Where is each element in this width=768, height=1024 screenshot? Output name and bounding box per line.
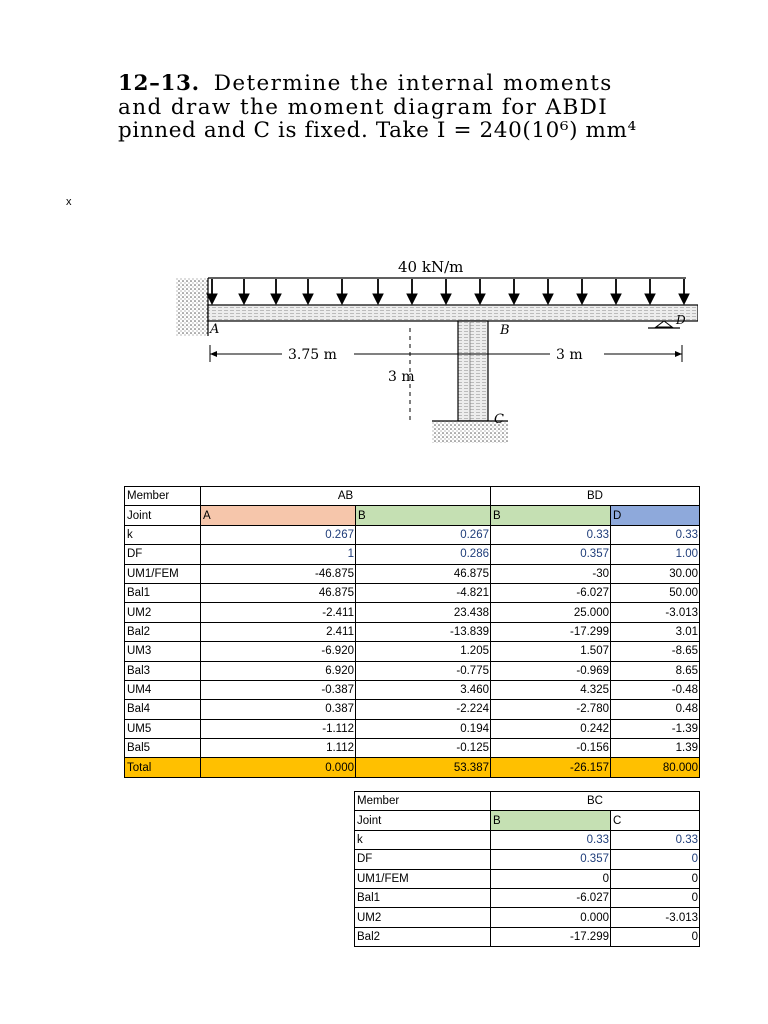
table-cell: 53.387 xyxy=(356,758,491,777)
table-cell: -3.013 xyxy=(611,908,700,927)
table-cell: -1.39 xyxy=(611,719,700,738)
load-arrow xyxy=(407,279,417,304)
row-label: Bal1 xyxy=(125,583,201,602)
table-cell: 1.205 xyxy=(356,642,491,661)
moment-distribution-table-bc xyxy=(354,791,700,947)
load-arrow xyxy=(543,279,553,304)
dim-bc: 3 m xyxy=(388,369,415,385)
table-cell: -3.013 xyxy=(611,603,700,622)
table-row xyxy=(125,622,700,641)
table-cell: 0.357 xyxy=(491,545,611,564)
table-cell: 0.33 xyxy=(611,830,700,849)
load-arrow xyxy=(577,279,587,304)
column-bc xyxy=(458,321,488,421)
dim-ab: 3.75 m xyxy=(288,347,337,363)
problem-statement xyxy=(118,72,698,152)
row-label: UM1/FEM xyxy=(355,869,491,888)
joint-header: Joint xyxy=(125,506,201,525)
problem-line-2: and draw the moment diagram for ABDI xyxy=(118,94,609,120)
joint-cell: B xyxy=(491,506,611,525)
table-row xyxy=(355,888,700,907)
table-cell: 80.000 xyxy=(611,758,700,777)
table-cell: 0.48 xyxy=(611,700,700,719)
table-cell: -0.387 xyxy=(201,680,356,699)
table-cell: 0 xyxy=(491,869,611,888)
joint-header: Joint xyxy=(355,811,491,830)
table-cell: -46.875 xyxy=(201,564,356,583)
table-cell: -6.027 xyxy=(491,888,611,907)
table-row xyxy=(125,719,700,738)
table-cell: 2.411 xyxy=(201,622,356,641)
wall-support-a xyxy=(176,278,208,336)
table-cell: -30 xyxy=(491,564,611,583)
table-cell: 0.33 xyxy=(491,525,611,544)
moment-distribution-table-ab-bd xyxy=(124,486,700,778)
row-label: DF xyxy=(355,850,491,869)
table-cell: -1.112 xyxy=(201,719,356,738)
member-bc: BC xyxy=(491,792,700,811)
table-cell: 30.00 xyxy=(611,564,700,583)
row-label: UM1/FEM xyxy=(125,564,201,583)
structure-figure xyxy=(170,252,698,447)
table-cell: -0.156 xyxy=(491,739,611,758)
load-arrow xyxy=(373,279,383,304)
beam-abd xyxy=(208,305,698,321)
row-label: UM3 xyxy=(125,642,201,661)
table-cell: 0 xyxy=(611,850,700,869)
row-label: k xyxy=(125,525,201,544)
table-row xyxy=(125,642,700,661)
load-arrow xyxy=(271,279,281,304)
table-cell: -6.920 xyxy=(201,642,356,661)
table-cell: -6.027 xyxy=(491,583,611,602)
joint-cell: B xyxy=(356,506,491,525)
table-row xyxy=(125,680,700,699)
table-cell: 1 xyxy=(201,545,356,564)
table-cell: 0.194 xyxy=(356,719,491,738)
label-a: A xyxy=(210,322,220,337)
table-row xyxy=(125,603,700,622)
table-row xyxy=(355,850,700,869)
table-cell: 0.357 xyxy=(491,850,611,869)
row-label: UM5 xyxy=(125,719,201,738)
table-cell: 0.33 xyxy=(491,830,611,849)
load-arrow xyxy=(441,279,451,304)
table-cell: 0.387 xyxy=(201,700,356,719)
table-cell: 50.00 xyxy=(611,583,700,602)
joint-cell: D xyxy=(611,506,700,525)
table-cell: 0.33 xyxy=(611,525,700,544)
problem-line-3: pinned and C is fixed. Take I = 240(10⁶) mm⁴ xyxy=(118,118,637,143)
table-cell: 4.325 xyxy=(491,680,611,699)
table-cell: 0.000 xyxy=(491,908,611,927)
table-cell: -0.775 xyxy=(356,661,491,680)
member-bd: BD xyxy=(491,487,700,506)
table-cell: -8.65 xyxy=(611,642,700,661)
load-arrow xyxy=(645,279,655,304)
table-row xyxy=(355,869,700,888)
joint-cell: C xyxy=(611,811,700,830)
row-label: UM2 xyxy=(355,908,491,927)
table-cell: 0 xyxy=(611,869,700,888)
load-arrow xyxy=(337,279,347,304)
table-row xyxy=(125,661,700,680)
table-cell: 1.00 xyxy=(611,545,700,564)
table-row xyxy=(125,700,700,719)
distributed-load xyxy=(207,278,689,304)
table-row xyxy=(355,908,700,927)
table-cell: 46.875 xyxy=(201,583,356,602)
load-arrow xyxy=(611,279,621,304)
problem-line-1: 12–13. Determine the internal moments xyxy=(118,72,613,96)
row-label: UM2 xyxy=(125,603,201,622)
row-label: UM4 xyxy=(125,680,201,699)
table-cell: 3.01 xyxy=(611,622,700,641)
member-header: Member xyxy=(355,792,491,811)
table-row xyxy=(125,739,700,758)
dimension-line xyxy=(210,345,682,362)
table-cell: -2.780 xyxy=(491,700,611,719)
table-cell: 0.000 xyxy=(201,758,356,777)
dim-bd: 3 m xyxy=(556,347,583,363)
load-arrow xyxy=(475,279,485,304)
table-cell: 46.875 xyxy=(356,564,491,583)
row-label: Bal4 xyxy=(125,700,201,719)
table-cell: -0.969 xyxy=(491,661,611,680)
table-row xyxy=(125,564,700,583)
table-cell: 0 xyxy=(611,888,700,907)
table-row xyxy=(355,927,700,946)
table-cell: 0.267 xyxy=(201,525,356,544)
load-label: 40 kN/m xyxy=(398,258,464,276)
table-cell: 0.286 xyxy=(356,545,491,564)
table-cell: 1.39 xyxy=(611,739,700,758)
table-row xyxy=(355,792,700,811)
table-cell: -0.48 xyxy=(611,680,700,699)
load-arrow xyxy=(303,279,313,304)
stray-mark: x xyxy=(66,196,72,208)
row-label: Bal5 xyxy=(125,739,201,758)
table-row xyxy=(125,525,700,544)
row-label: Bal1 xyxy=(355,888,491,907)
joint-cell: A xyxy=(201,506,356,525)
label-d: D xyxy=(676,313,686,327)
table-cell: 23.438 xyxy=(356,603,491,622)
table-cell: 1.112 xyxy=(201,739,356,758)
table-cell: 1.507 xyxy=(491,642,611,661)
table-cell: 0.242 xyxy=(491,719,611,738)
row-label: Bal3 xyxy=(125,661,201,680)
table-cell: -2.224 xyxy=(356,700,491,719)
table-row xyxy=(125,583,700,602)
label-c: C xyxy=(494,412,504,427)
table-cell: 0.267 xyxy=(356,525,491,544)
load-arrow xyxy=(239,279,249,304)
problem-number: 12–13. xyxy=(118,72,200,96)
joint-cell: B xyxy=(491,811,611,830)
load-arrow xyxy=(679,279,689,304)
load-arrow xyxy=(509,279,519,304)
table-cell: -13.839 xyxy=(356,622,491,641)
table-cell: 8.65 xyxy=(611,661,700,680)
member-header: Member xyxy=(125,487,201,506)
table-row xyxy=(125,506,700,525)
total-row xyxy=(125,758,700,777)
row-label: Bal2 xyxy=(355,927,491,946)
member-ab: AB xyxy=(201,487,491,506)
table-cell: -2.411 xyxy=(201,603,356,622)
row-label: k xyxy=(355,830,491,849)
row-label: DF xyxy=(125,545,201,564)
table-cell: 3.460 xyxy=(356,680,491,699)
table-row xyxy=(125,545,700,564)
table-cell: -4.821 xyxy=(356,583,491,602)
table-cell: -17.299 xyxy=(491,927,611,946)
row-label: Bal2 xyxy=(125,622,201,641)
table-cell: -17.299 xyxy=(491,622,611,641)
table-row xyxy=(355,830,700,849)
table-cell: 0 xyxy=(611,927,700,946)
table-cell: 25.000 xyxy=(491,603,611,622)
table-cell: 6.920 xyxy=(201,661,356,680)
table-cell: -0.125 xyxy=(356,739,491,758)
label-b: B xyxy=(500,323,510,338)
table-row xyxy=(355,811,700,830)
row-label: Total xyxy=(125,758,201,777)
table-cell: -26.157 xyxy=(491,758,611,777)
table-row xyxy=(125,487,700,506)
